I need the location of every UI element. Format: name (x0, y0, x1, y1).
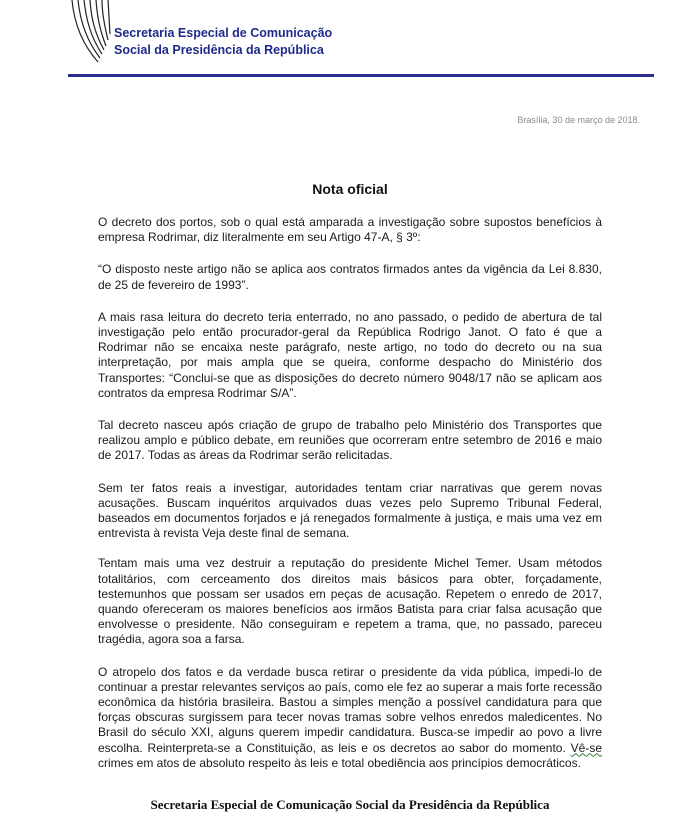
paragraph-3: A mais rasa leitura do decreto teria enterrado, no ano passado, o pedido de abertura de tal investigação pelo então procurador-geral da República Rodrigo Janot. O fato é que a Rodrimar não se encaixa neste parágrafo, neste artigo, no todo do decreto ou na sua interpretação, por mais ampla que se queira, conforme despacho do Ministério dos Transportes: “Conclui-se que as disposições do decreto número 9048/17 não se aplicam aos contratos da empresa Rodrimar S/A”. (98, 309, 602, 400)
header-organization-name (114, 25, 332, 59)
paragraph-6: Tentam mais uma vez destruir a reputação do presidente Michel Temer. Usam métodos totalitários, com cerceamento dos direitos mais básicos para obter, forçadamente, testemunhos que possam ser usados em peças de acusação. Repetem o enredo de 2017, quando ofereceram os maiores benefícios aos irmãos Batista para criar falsa acusação que envolvesse o presidente. Não conseguiram e repetem a trama, que, no passado, pareceu tragédia, agora soa a farsa. (98, 556, 602, 647)
paragraph-4: Tal decreto nasceu após criação de grupo de trabalho pelo Ministério dos Transportes que realizou amplo e público debate, em reuniões que ocorreram entre setembro de 2016 e maio de 2017. Todas as áreas da Rodrimar serão relicitadas. (98, 418, 602, 463)
document-date: Brasília, 30 de março de 2018. (517, 115, 640, 125)
coat-of-arms-curves-icon (68, 0, 112, 70)
footer-signature: Secretaria Especial de Comunicação Social da Presidência da República (150, 797, 550, 812)
document-body (98, 215, 602, 788)
spellcheck-squiggle-word: Vê-se (570, 740, 602, 755)
paragraph-7 (98, 665, 602, 771)
header-org-line2: Social da Presidência da República (114, 43, 324, 57)
paragraph-7-text-end: crimes em atos de absoluto respeito às leis e total obediência aos princípios democráticos. (98, 755, 581, 770)
paragraph-2: “O disposto neste artigo não se aplica aos contratos firmados antes da vigência da Lei 8.830, de 25 de fevereiro de 1993”. (98, 262, 602, 292)
paragraph-7-text-start: O atropelo dos fatos e da verdade busca retirar o presidente da vida pública, impedi-lo de continuar a prestar relevantes serviços ao país, como ele fez ao superar a mais forte recessão econômica da história brasileira. Bastou a simples menção a possível candidatura para que forças obscuras surgissem para tecer novas tramas sobre velhos enredos maledicentes. No Brasil do século XXI, alguns querem impedir candidatura. Busca-se impedir ao povo a livre escolha. Reinterpreta-se a Constituição, as leis e os decretos ao sabor do momento. (98, 664, 602, 755)
paragraph-1: O decreto dos portos, sob o qual está amparada a investigação sobre supostos benefícios à empresa Rodrimar, diz literalmente em seu Artigo 47-A, § 3º: (98, 215, 602, 245)
header-divider (68, 74, 654, 77)
paragraph-5: Sem ter fatos reais a investigar, autoridades tentam criar narrativas que gerem novas acusações. Buscam inquéritos arquivados duas vezes pelo Supremo Tribunal Federal, baseados em documentos forjados e já renegados formalmente à justiça, e mais uma vez em entrevista à revista Veja deste final de semana. (98, 480, 602, 541)
header-org-line1: Secretaria Especial de Comunicação (114, 26, 333, 40)
document-title: Nota oficial (312, 181, 388, 197)
